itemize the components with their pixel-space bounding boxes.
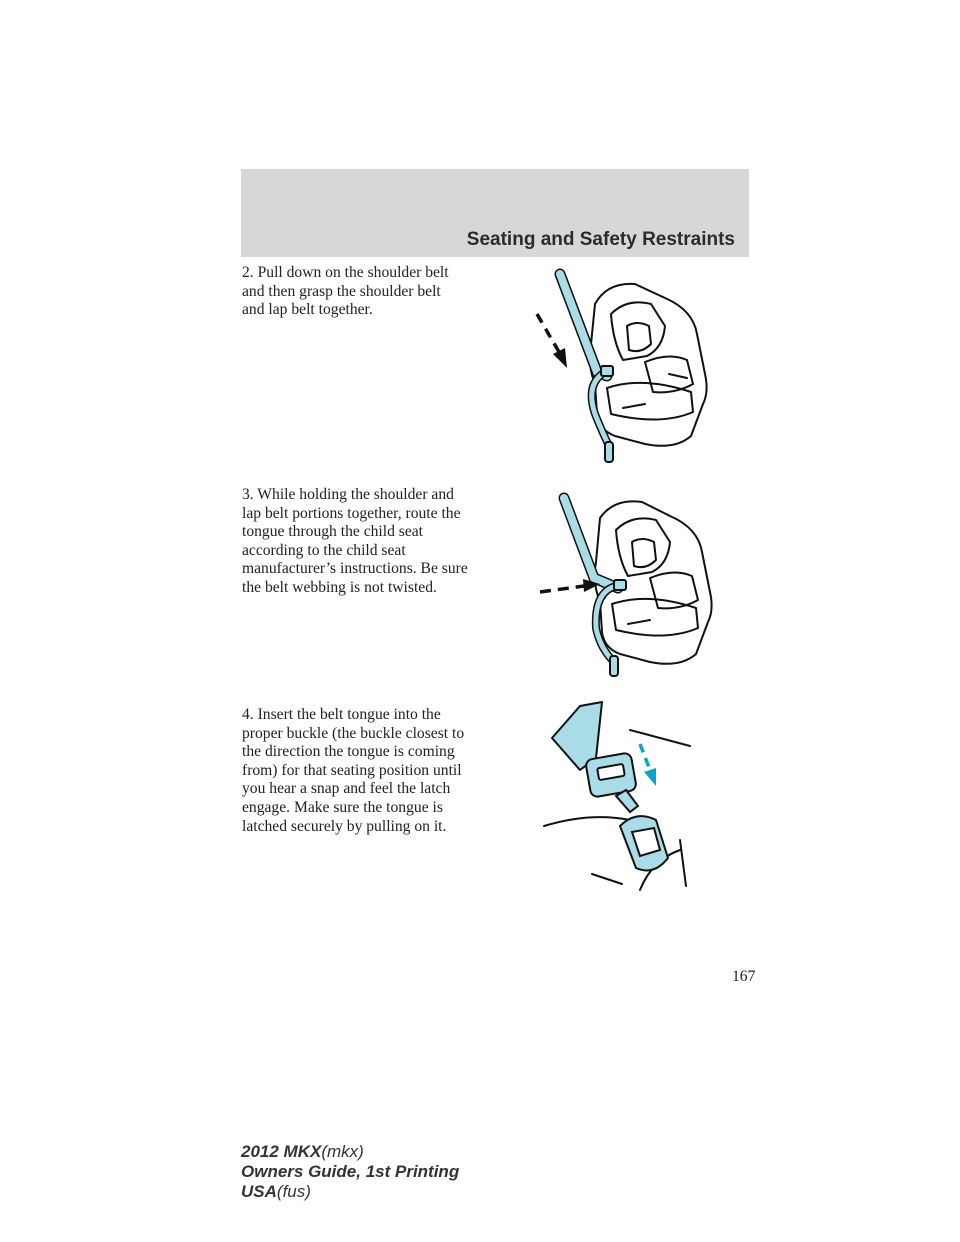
footer-line-3 <box>241 1182 459 1202</box>
section-header <box>241 169 749 257</box>
section-title: Seating and Safety Restraints <box>466 229 735 250</box>
page-number: 167 <box>732 968 756 985</box>
footer-market: USA <box>241 1182 277 1201</box>
step-4-text: 4. Insert the belt tongue into the proper buckle (the buckle closest to the direction the tongue is coming from) for that seating position until you hear a snap and feel the latch engage. Make sure the tongue is latched securely by pulling on it. <box>242 706 465 835</box>
step-3-text: 3. While holding the shoulder and lap belt portions together, route the tongue through the child seat according to the child seat manufacturer’s instructions. Be sure the belt webbing is not twisted. <box>242 486 468 596</box>
footer-line-1 <box>241 1142 459 1162</box>
footer-line-2: Owners Guide, 1st Printing <box>241 1162 460 1181</box>
footer-model: 2012 MKX <box>241 1142 322 1161</box>
pull-belt-illustration <box>515 264 730 464</box>
step-2-text: 2. Pull down on the shoulder belt and then grasp the shoulder belt and lap belt together. <box>242 264 449 319</box>
route-belt-illustration <box>530 488 730 683</box>
buckle-illustration <box>540 700 700 892</box>
footer-market-code: (fus) <box>276 1182 311 1201</box>
document-footer <box>241 1142 459 1202</box>
footer-model-code: (mkx) <box>321 1142 364 1161</box>
